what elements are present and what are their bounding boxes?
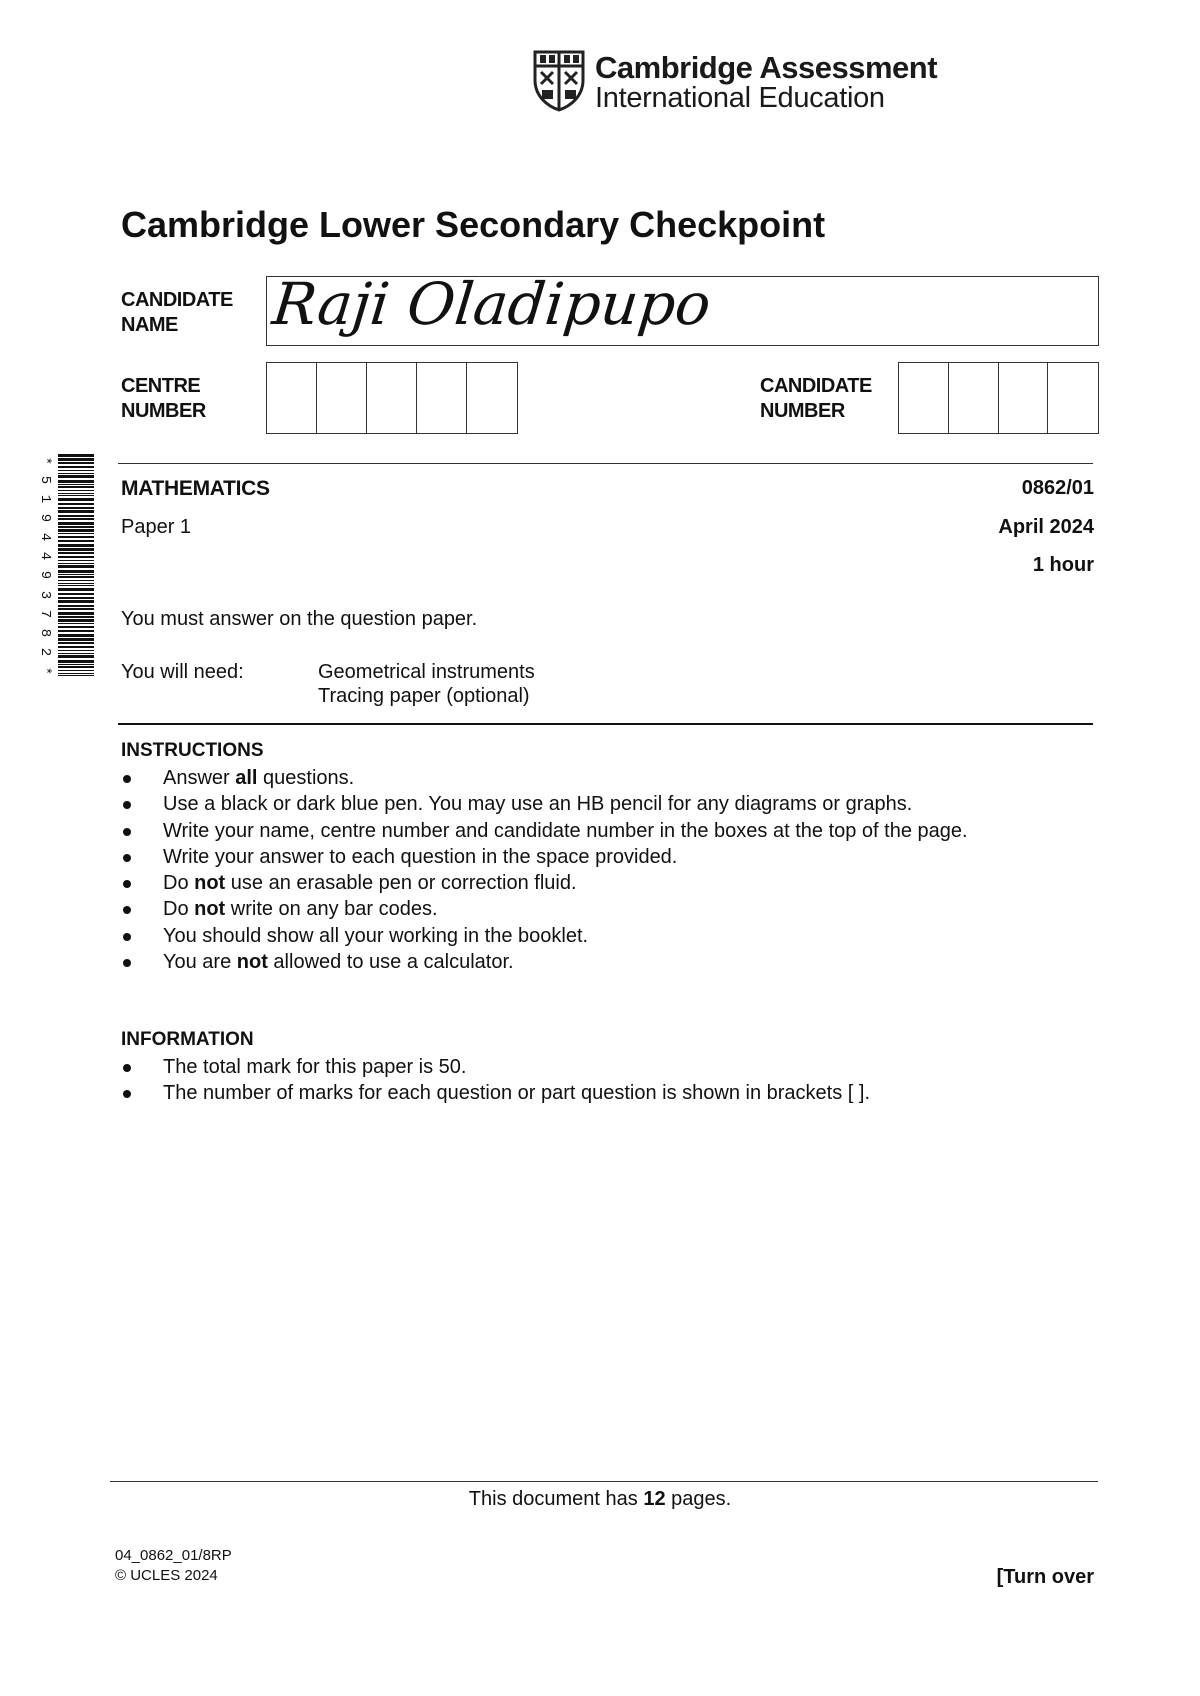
barcode-bar (58, 548, 94, 551)
candidate-name-label: CANDIDATE NAME (121, 289, 233, 336)
barcode-digit: * (37, 666, 53, 676)
divider (118, 723, 1093, 725)
centre-number-cell[interactable] (467, 363, 517, 433)
instruction-emphasis: all (235, 767, 258, 789)
barcode-bar (58, 495, 94, 496)
barcode-bar (58, 608, 94, 610)
centre-number-cell[interactable] (367, 363, 417, 433)
list-item (121, 923, 968, 949)
page-count: 12 (643, 1488, 666, 1510)
barcode-digit: 8 (37, 628, 53, 637)
barcode-bar (58, 475, 94, 478)
barcode-bar (58, 462, 94, 464)
barcode-bar (58, 593, 94, 595)
page-count-post: pages. (665, 1488, 732, 1510)
instruction-text: write on any bar codes. (225, 898, 438, 921)
need-item: Geometrical instruments (318, 661, 535, 683)
barcode-bar (58, 655, 94, 658)
instruction-emphasis: not (236, 951, 268, 974)
instruction-emphasis: not (194, 872, 226, 895)
barcode-bar (58, 588, 94, 591)
barcode-digits (36, 454, 54, 678)
barcode-bar (58, 583, 94, 584)
instruction-text: You are (163, 951, 237, 974)
candidate-number-cell[interactable] (899, 363, 949, 433)
barcode-bar (58, 660, 94, 663)
instruction-text: allowed to use a calculator. (267, 951, 514, 974)
barcode-digit: * (37, 456, 53, 466)
shield-crest-icon (533, 50, 585, 112)
barcode-bar (58, 580, 94, 581)
instruction-text: Write your answer to each question in the space provided. (163, 845, 678, 868)
barcode-bar (58, 540, 94, 542)
list-item (121, 870, 968, 896)
list-item: The total mark for this paper is 50. (121, 1054, 870, 1080)
barcode-bar (58, 605, 94, 607)
barcode-bar (58, 490, 94, 491)
barcode-bar (58, 666, 94, 668)
barcode-bar (58, 458, 94, 461)
barcode-bar (58, 565, 94, 568)
divider (118, 463, 1093, 464)
information-heading: INFORMATION (121, 1029, 254, 1050)
barcode-bar (58, 498, 94, 501)
instruction-text: Do (163, 872, 195, 895)
barcode-bar (58, 556, 94, 558)
list-item (121, 818, 968, 844)
barcode-bar (58, 616, 94, 618)
barcode-bar (58, 585, 94, 586)
barcode-bar (58, 570, 94, 573)
barcode-bar (58, 493, 94, 494)
barcode-digit: 9 (37, 514, 53, 523)
divider (110, 1481, 1098, 1482)
barcode-bar (58, 650, 94, 651)
barcode-bar (58, 576, 94, 578)
document-code-block (115, 1546, 232, 1586)
brand-line2: International Education (595, 82, 885, 114)
list-item: The number of marks for each question or part question is shown in brackets [ ]. (121, 1080, 870, 1106)
barcode-bar (58, 484, 94, 485)
barcode-bar (58, 473, 94, 474)
barcode-digit: 4 (37, 552, 53, 561)
candidate-number-cell[interactable] (999, 363, 1049, 433)
instruction-text: Use a black or dark blue pen. You may use an HB pencil for any diagrams or graphs. (163, 793, 913, 816)
barcode-digit: 5 (37, 475, 53, 485)
information-list (121, 1054, 870, 1107)
instruction-text: questions. (257, 767, 355, 789)
barcode-bar (58, 518, 94, 520)
answer-note: You must answer on the question paper. (121, 608, 478, 630)
centre-number-label: CENTRE NUMBER (121, 375, 206, 422)
barcode-bar (58, 536, 94, 538)
barcode-bar (58, 574, 94, 575)
centre-number-boxes[interactable] (266, 362, 518, 434)
barcode-bar (58, 619, 94, 622)
instruction-emphasis: not (194, 898, 226, 921)
barcode-bar (58, 646, 94, 648)
barcode-digit: 9 (37, 571, 53, 580)
barcode-bar (58, 466, 94, 468)
barcode-bar (58, 503, 94, 505)
barcode-bar (58, 560, 94, 561)
barcode-digit: 7 (37, 609, 53, 618)
barcode-bar (58, 529, 94, 532)
barcode (36, 454, 96, 678)
barcode-bar (58, 630, 94, 632)
barcode-bar (58, 612, 94, 615)
barcode-bar (58, 544, 94, 547)
barcode-bars (58, 454, 94, 678)
page-count-note (0, 1488, 1200, 1511)
barcode-bar (58, 597, 94, 599)
barcode-digit: 2 (37, 647, 53, 656)
barcode-bar (58, 634, 94, 637)
turn-over: [Turn over (996, 1566, 1094, 1588)
candidate-number-cell[interactable] (1048, 363, 1098, 433)
list-item (121, 765, 968, 791)
instruction-text: Do (163, 898, 195, 921)
barcode-bar (58, 486, 94, 488)
barcode-bar (58, 638, 94, 641)
candidate-number-boxes[interactable] (898, 362, 1099, 434)
barcode-bar (58, 526, 94, 528)
barcode-bar (58, 670, 94, 671)
document-code: 04_0862_01/8RP (115, 1547, 232, 1564)
centre-number-cell[interactable] (417, 363, 467, 433)
need-label: You will need: (121, 661, 244, 683)
barcode-bar (58, 515, 94, 517)
barcode-bar (58, 522, 94, 525)
barcode-bar (58, 653, 94, 654)
page-count-pre: This document has (468, 1488, 644, 1510)
barcode-bar (58, 552, 94, 554)
list-item (121, 791, 968, 817)
copyright: © UCLES 2024 (115, 1567, 218, 1584)
exam-duration: 1 hour (1032, 554, 1094, 576)
paper-number: Paper 1 (121, 516, 192, 538)
instructions-list (121, 765, 968, 975)
barcode-bar (58, 533, 94, 534)
centre-number-cell[interactable] (317, 363, 367, 433)
exam-session: April 2024 (998, 516, 1094, 538)
instruction-text: Write your name, centre number and candidate number in the boxes at the top of the page. (163, 819, 968, 842)
paper-code: 0862/01 (1021, 477, 1094, 499)
list-item (121, 949, 968, 975)
candidate-number-cell[interactable] (949, 363, 999, 433)
candidate-name-handwriting: Raji Oladipupo (269, 270, 715, 338)
instruction-text: Answer (163, 767, 236, 789)
barcode-digit: 4 (37, 533, 53, 542)
barcode-bar (58, 507, 94, 509)
barcode-bar (58, 470, 94, 471)
barcode-bar (58, 642, 94, 644)
cambridge-logo (533, 48, 938, 114)
barcode-bar (58, 480, 94, 483)
instruction-text: You should show all your working in the booklet. (163, 924, 589, 947)
page-title: Cambridge Lower Secondary Checkpoint (121, 204, 826, 245)
barcode-bar (58, 623, 94, 624)
subject-name: MATHEMATICS (121, 477, 270, 500)
barcode-bar (58, 673, 94, 674)
candidate-number-label: CANDIDATE NUMBER (760, 375, 872, 422)
barcode-bar (58, 675, 94, 676)
barcode-bar (58, 664, 94, 665)
instruction-text: use an erasable pen or correction fluid. (225, 872, 577, 895)
centre-number-cell[interactable] (267, 363, 317, 433)
barcode-bar (58, 600, 94, 603)
barcode-bar (58, 454, 94, 457)
list-item (121, 896, 968, 922)
barcode-bar (58, 563, 94, 564)
barcode-bar (58, 510, 94, 513)
barcode-digit: 1 (37, 494, 53, 504)
need-item: Tracing paper (optional) (318, 685, 530, 707)
barcode-bar (58, 626, 94, 628)
instructions-heading: INSTRUCTIONS (121, 740, 264, 761)
barcode-digit: 3 (37, 590, 53, 599)
list-item (121, 844, 968, 870)
brand-line1: Cambridge Assessment (595, 50, 938, 85)
